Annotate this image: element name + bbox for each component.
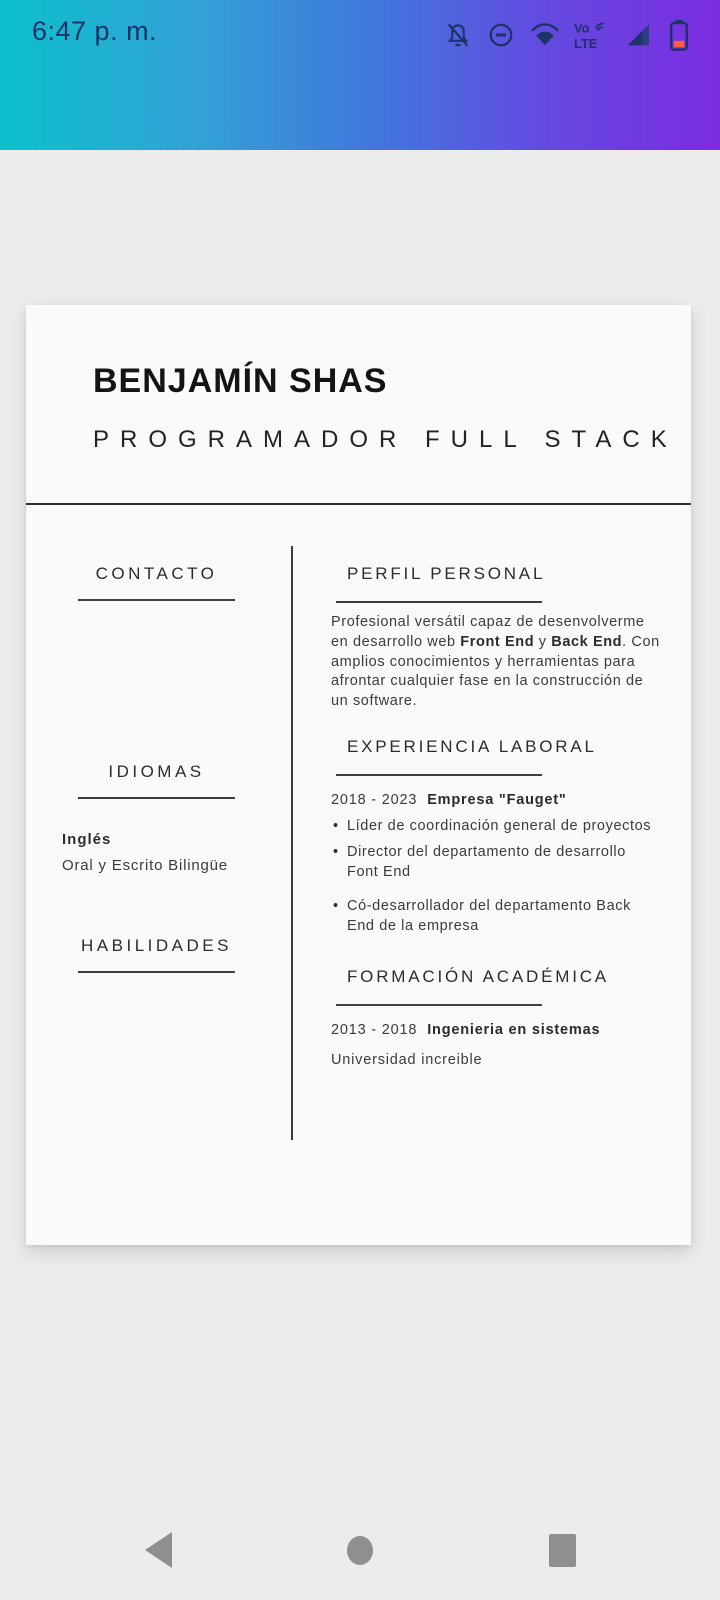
experience-item: • Có-desarrollador del departamento Back End de la empresa	[331, 896, 661, 936]
back-icon	[145, 1532, 172, 1568]
back-button[interactable]	[138, 1530, 178, 1570]
status-icons	[443, 18, 692, 52]
experience-date-line	[331, 790, 661, 810]
resume-body	[26, 505, 691, 1070]
home-icon	[347, 1536, 373, 1565]
left-column	[26, 505, 287, 1070]
recents-icon	[549, 1534, 576, 1567]
experience-item: • Director del departamento de desarrollo Font End	[331, 842, 661, 882]
profile-text-part: Profesional versátil capaz de desenvolverme en desarrollo web	[331, 614, 645, 650]
experience-period: 2018 - 2023	[331, 791, 418, 808]
profile-text-bold: Front End	[460, 633, 535, 650]
experience-heading: EXPERIENCIA LABORAL	[347, 736, 597, 756]
contact-heading: CONTACTO	[95, 564, 218, 583]
resume-document	[26, 305, 691, 1245]
battery-low-icon	[666, 18, 692, 52]
profile-text-bold: Back End	[551, 633, 623, 650]
column-divider	[291, 546, 293, 1140]
clock: 6:47 p. m.	[32, 16, 158, 46]
volte-icon	[574, 18, 610, 52]
resume-role: PROGRAMADOR FULL STACK	[93, 426, 678, 453]
languages-heading: IDIOMAS	[108, 762, 205, 781]
right-column	[287, 505, 691, 1070]
contact-heading-rule	[78, 599, 235, 601]
experience-item: • Líder de coordinación general de proyectos	[331, 816, 661, 836]
home-button[interactable]	[340, 1530, 380, 1570]
profile-heading: PERFIL PERSONAL	[347, 564, 546, 583]
education-period: 2013 - 2018	[331, 1021, 418, 1038]
android-nav-bar	[0, 1500, 720, 1600]
education-degree: Ingenieria en sistemas	[427, 1021, 601, 1038]
do-not-disturb-icon	[486, 19, 516, 51]
profile-text-part: y	[534, 633, 552, 650]
education-heading-rule	[336, 1004, 542, 1006]
language-level: Oral y Escrito Bilingüe	[62, 857, 228, 874]
signal-icon	[623, 19, 653, 51]
resume-header	[26, 305, 691, 503]
language-name: Inglés	[62, 831, 112, 848]
experience-list	[331, 816, 661, 936]
resume-name: BENJAMÍN SHAS	[93, 362, 388, 400]
education-school: Universidad increible	[331, 1051, 483, 1068]
experience-heading-rule	[336, 774, 542, 776]
education-date-line	[331, 1020, 661, 1040]
volte-bottom-label: LTE	[574, 35, 598, 51]
volte-top-label: Vo	[574, 20, 590, 36]
experience-company: Empresa "Fauget"	[427, 791, 567, 808]
education-heading: FORMACIÓN ACADÉMICA	[347, 966, 609, 986]
notifications-muted-icon	[443, 19, 473, 51]
wifi-icon	[529, 19, 561, 51]
skills-heading: HABILIDADES	[81, 936, 232, 955]
status-bar	[0, 0, 720, 150]
skills-heading-rule	[78, 971, 235, 973]
languages-heading-rule	[78, 797, 235, 799]
profile-text	[331, 613, 661, 712]
profile-text-part: . Con amplios conocimientos y herramientas para afrontar cualquier fase en la construcción de un software.	[331, 633, 660, 710]
recents-button[interactable]	[542, 1530, 582, 1570]
profile-heading-rule	[336, 601, 542, 603]
